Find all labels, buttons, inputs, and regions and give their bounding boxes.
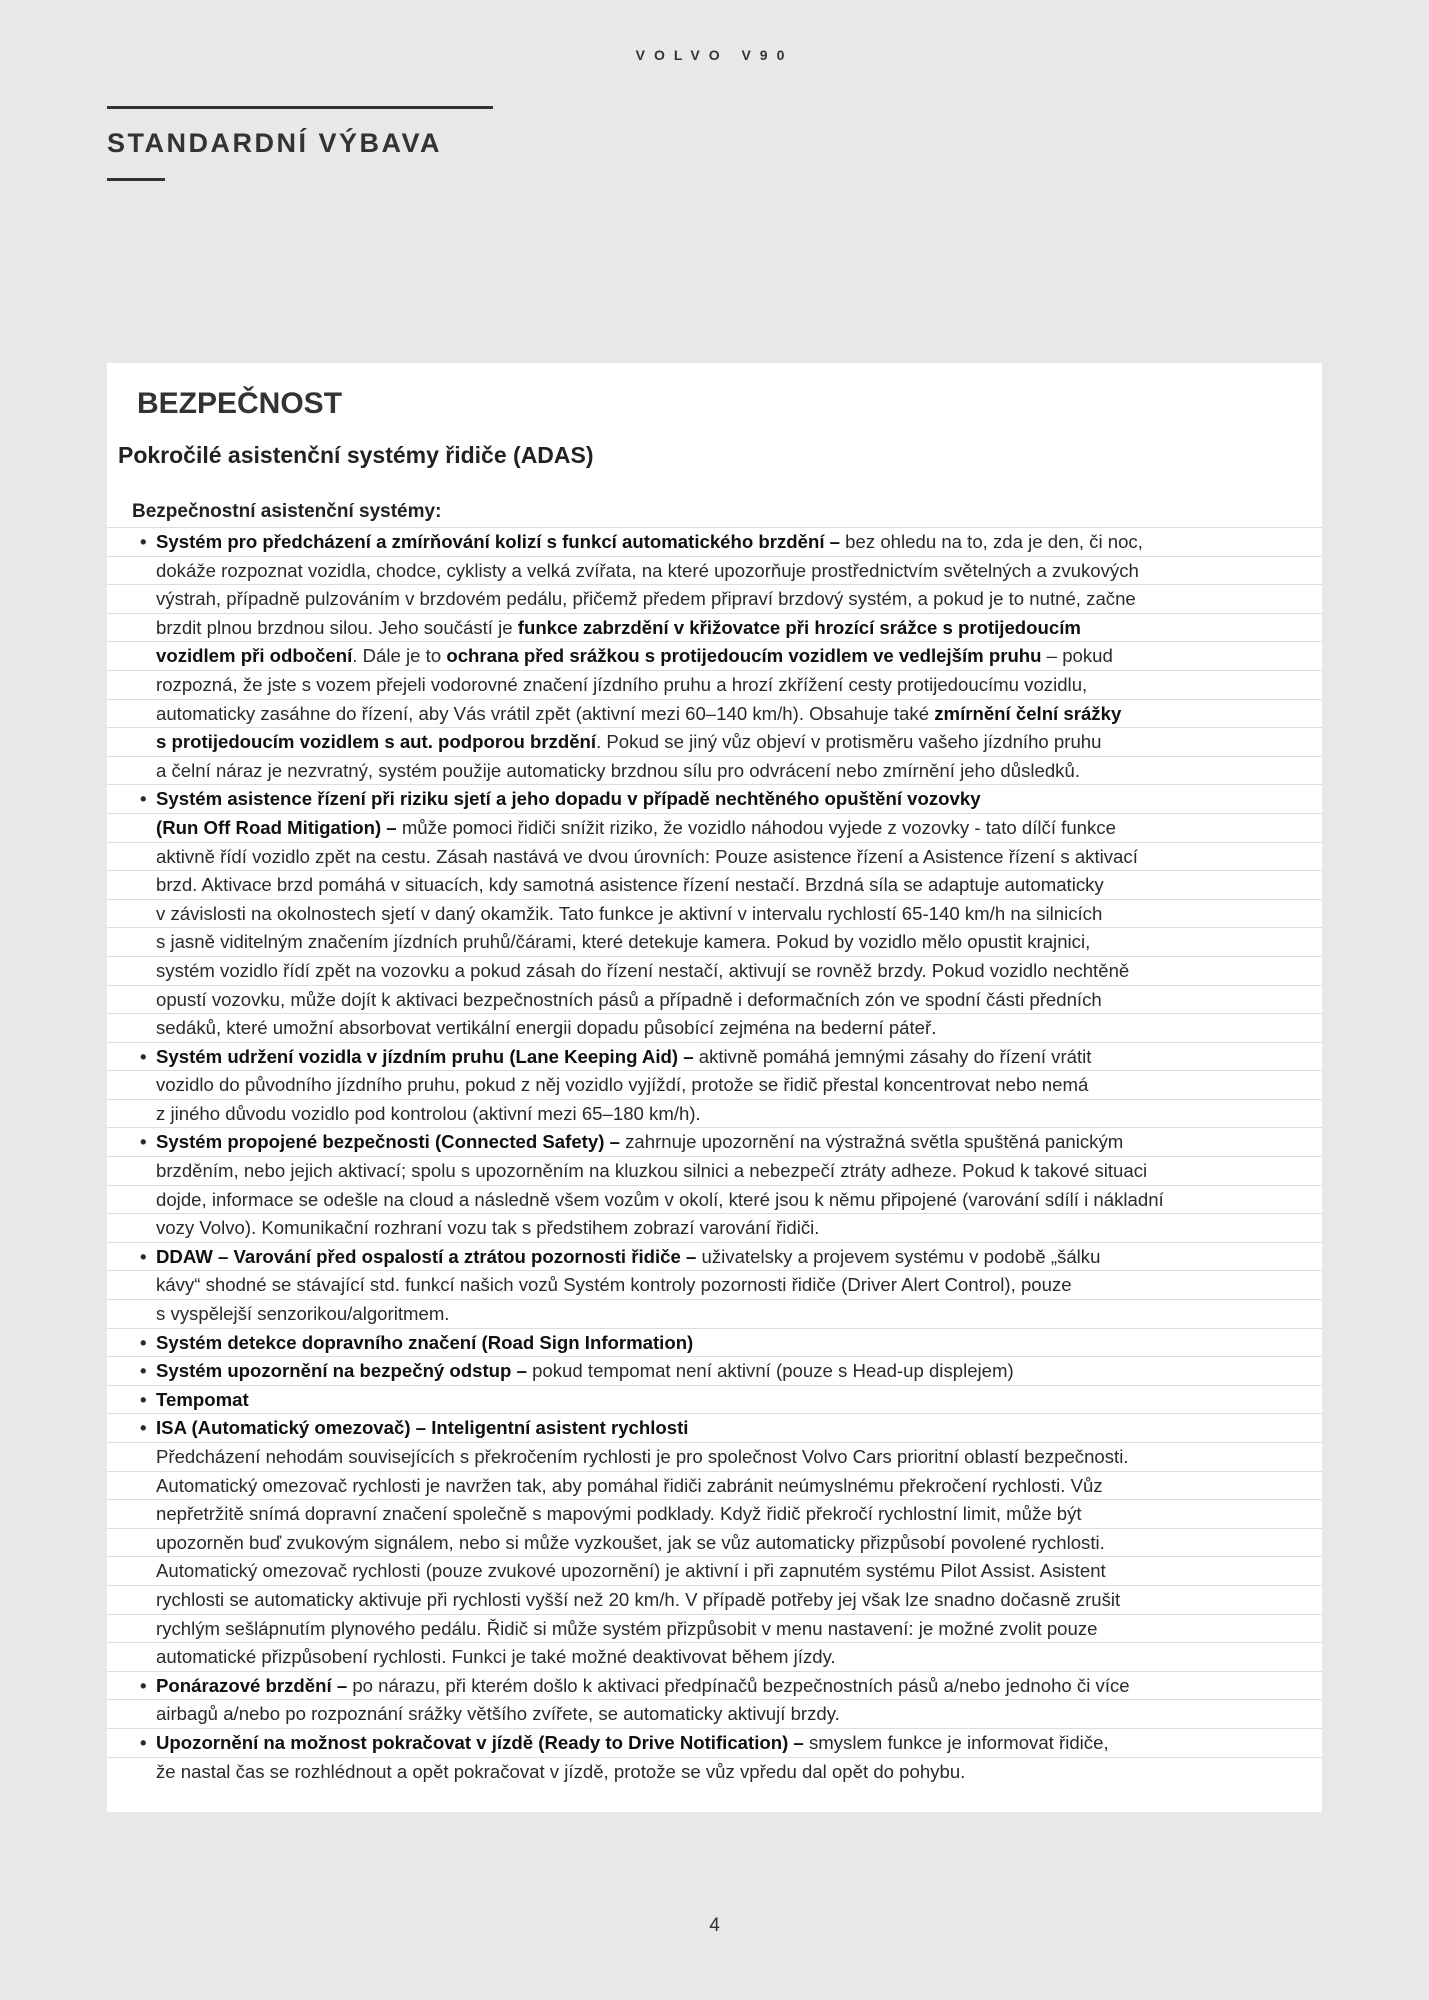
feature-description: s jasně viditelným značením jízdních pruhů/čárami, které detekuje kamera. Pokud by vozidlo mělo opustit krajnici, <box>156 931 1091 953</box>
feature-description: Předcházení nehodám souvisejících s překročením rychlosti je pro společnost Volvo Cars prioritní oblastí bezpečnosti. <box>156 1446 1129 1467</box>
list-item-line <box>107 1070 1322 1099</box>
feature-description: pokud tempomat není aktivní (pouze s Head-up displejem) <box>526 1360 1014 1382</box>
feature-description: . Pokud se jiný vůz objeví v protisměru vašeho jízdního pruhu <box>596 731 1102 753</box>
section-title: BEZPEČNOST <box>137 387 343 420</box>
feature-name: vozidlem při odbočení <box>156 645 353 667</box>
feature-description: rychlým sešlápnutím plynového pedálu. Řidič si může systém přizpůsobit v menu nastavení: je možné zvolit pouze <box>156 1617 1098 1639</box>
feature-name: Upozornění na možnost pokračovat v jízdě (Ready to Drive Notification) – <box>156 1731 804 1753</box>
feature-name: Systém propojené bezpečnosti (Connected Safety) – <box>156 1131 620 1153</box>
feature-description: z jiného důvodu vozidlo pod kontrolou (aktivní mezi 65–180 km/h). <box>156 1102 701 1124</box>
list-item-line <box>107 1528 1322 1557</box>
feature-description: může pomoci řidiči snížit riziko, že vozidlo náhodou vyjede z vozovky - tato dílčí funkce <box>396 816 1116 838</box>
feature-description: že nastal čas se rozhlédnout a opět pokračovat v jízdě, protože se vůz vpředu dal opět do pohybu. <box>156 1760 966 1782</box>
feature-description: smyslem funkce je informovat řidiče, <box>803 1731 1109 1753</box>
bullet-icon: • <box>140 1245 147 1267</box>
bullet-icon: • <box>140 1360 147 1382</box>
list-item-line <box>107 870 1322 899</box>
group-title: Bezpečnostní asistenční systémy: <box>132 501 442 522</box>
feature-description: rychlosti se automaticky aktivuje při rychlosti vyšší než 20 km/h. V případě potřeby jej však lze snadno dočasně zrušit <box>156 1588 1121 1610</box>
list-item-line <box>107 1356 1322 1385</box>
feature-description: automatické přizpůsobení rychlosti. Funkci je také možné deaktivovat během jízdy. <box>156 1646 836 1668</box>
list-item-line <box>107 641 1322 670</box>
list-item-line <box>107 1042 1322 1071</box>
feature-description: kávy“ shodné se stávající std. funkcí našich vozů Systém kontroly pozornosti řidiče (Driver Alert Control), pouze <box>156 1274 1072 1296</box>
list-item-line <box>107 927 1322 956</box>
feature-description: v závislosti na okolnostech sjetí v daný okamžik. Tato funkce je aktivní v intervalu rychlostí 65-140 km/h na silnicích <box>156 902 1103 924</box>
list-item-line <box>107 1499 1322 1528</box>
list-item-line <box>107 1213 1322 1242</box>
feature-description: dojde, informace se odešle na cloud a následně všem vozům v okolí, které jsou k němu připojené (varování sdílí i nákladní <box>156 1188 1164 1210</box>
list-item-line <box>107 842 1322 871</box>
feature-description: – pokud <box>1041 645 1113 667</box>
feature-description: bez ohledu na to, zda je den, či noc, <box>840 531 1143 552</box>
feature-description: . Dále je to <box>352 645 447 667</box>
page-number: 4 <box>709 1915 720 1936</box>
list-item-line <box>107 1385 1322 1414</box>
feature-description: rozpozná, že jste s vozem přejeli vodorovné značení jízdního pruhu a hrozí zkřížení cesty protijedoucímu vozidlu, <box>156 673 1088 695</box>
bullet-icon: • <box>140 531 147 552</box>
list-item-line <box>107 1442 1322 1471</box>
feature-description: Automatický omezovač rychlosti je navržen tak, aby pomáhal řidiči zabránit neúmyslnému překročení rychlosti. Vůz <box>156 1474 1103 1496</box>
section-subtitle: Pokročilé asistenční systémy řidiče (ADAS) <box>118 442 594 468</box>
list-item-line <box>107 1328 1322 1357</box>
list-item-line <box>107 813 1322 842</box>
feature-name: Tempomat <box>156 1388 249 1410</box>
list-item-line <box>107 1413 1322 1442</box>
feature-description: uživatelsky a projevem systému v podobě „šálku <box>696 1245 1101 1267</box>
list-item-line <box>107 1270 1322 1299</box>
bullet-icon: • <box>140 1045 147 1067</box>
feature-description: vozidlo do původního jízdního pruhu, pokud z něj vozidlo vyjíždí, protože se řidič přestal koncentrovat nebo nemá <box>156 1074 1089 1096</box>
feature-description: systém vozidlo řídí zpět na vozovku a pokud zásah do řízení nestačí, aktivují se rovněž brzdy. Pokud vozidlo nechtěně <box>156 959 1130 981</box>
safety-section <box>107 363 1322 1812</box>
feature-name: Ponárazové brzdění – <box>156 1674 348 1696</box>
feature-description: brzděním, nebo jejich aktivací; spolu s upozorněním na kluzkou silnici a nebezpečí ztráty adheze. Pokud k takové situaci <box>156 1160 1148 1182</box>
list-item-line <box>107 1614 1322 1643</box>
feature-description: s vyspělejší senzorikou/algoritmem. <box>156 1303 450 1325</box>
feature-description: sedáků, které umožní absorbovat vertikální energii dopadu působící zejména na bederní páteř. <box>156 1017 937 1039</box>
list-item-line <box>107 1099 1322 1128</box>
divider <box>107 106 493 109</box>
feature-name: Systém udržení vozidla v jízdním pruhu (Lane Keeping Aid) – <box>156 1045 694 1067</box>
feature-description: a čelní náraz je nezvratný, systém použije automaticky brzdnou sílu pro odvrácení nebo zmírnění jeho důsledků. <box>156 759 1080 781</box>
list-item-line <box>107 1127 1322 1156</box>
list-item-line <box>107 556 1322 585</box>
feature-description: opustí vozovku, může dojít k aktivaci bezpečnostních pásů a případně i deformačních zón ve spodní části předních <box>156 988 1102 1010</box>
list-item-line <box>107 1699 1322 1728</box>
divider <box>107 178 165 181</box>
feature-name: DDAW – Varování před ospalostí a ztrátou pozornosti řidiče – <box>156 1245 697 1267</box>
feature-description: dokáže rozpoznat vozidla, chodce, cyklisty a velká zvířata, na které upozorňuje prostřednictvím světelných a zvukových <box>156 559 1139 581</box>
feature-name: s protijedoucím vozidlem s aut. podporou brzdění <box>156 731 597 753</box>
list-item-line <box>107 1242 1322 1271</box>
page-title: STANDARDNÍ VÝBAVA <box>107 128 443 158</box>
list-item-line <box>107 727 1322 756</box>
list-item-line <box>107 1013 1322 1042</box>
feature-description: automaticky zasáhne do řízení, aby Vás vrátil zpět (aktivní mezi 60–140 km/h). Obsahuje také <box>156 702 935 724</box>
list-item-line <box>107 584 1322 613</box>
list-item-line <box>107 1728 1322 1757</box>
list-item-line <box>107 613 1322 642</box>
list-item-line <box>107 1642 1322 1671</box>
list-item-line <box>107 1299 1322 1328</box>
feature-description: brzd. Aktivace brzd pomáhá v situacích, kdy samotná asistence řízení nestačí. Brzdná síla se adaptuje automaticky <box>156 874 1104 896</box>
feature-description: vozy Volvo). Komunikační rozhraní vozu tak s předstihem zobrazí varování řidiči. <box>156 1217 820 1239</box>
feature-name: Systém pro předcházení a zmírňování kolizí s funkcí automatického brzdění – <box>156 531 841 552</box>
feature-description: upozorněn buď zvukovým signálem, nebo si může vyzkoušet, jak se vůz automaticky přizpůsobí povolené rychlosti. <box>156 1531 1105 1553</box>
list-item-line <box>107 1757 1322 1786</box>
bullet-icon: • <box>140 1131 147 1153</box>
feature-name: funkce zabrzdění v křižovatce při hrozící srážce s protijedoucím <box>517 616 1081 638</box>
feature-description: po nárazu, při kterém došlo k aktivaci předpínačů bezpečnostních pásů a/nebo jednoho či více <box>347 1674 1130 1696</box>
bullet-icon: • <box>140 1417 147 1439</box>
bullet-icon: • <box>140 1388 147 1410</box>
list-item-line <box>107 956 1322 985</box>
bullet-icon: • <box>140 1674 147 1696</box>
list-item-line <box>107 756 1322 785</box>
feature-description: brzdit plnou brzdnou silou. Jeho součástí je <box>156 616 518 638</box>
list-item-line <box>107 985 1322 1014</box>
feature-description: aktivně řídí vozidlo zpět na cestu. Zásah nastává ve dvou úrovních: Pouze asistence řízení a Asistence řízení s aktivací <box>156 845 1138 867</box>
feature-description: nepřetržitě snímá dopravní značení společně s mapovými podklady. Když řidič překročí rychlostní limit, může být <box>156 1503 1082 1525</box>
feature-name: Systém upozornění na bezpečný odstup – <box>156 1360 527 1382</box>
list-item-line <box>107 1471 1322 1500</box>
brand-header: VOLVO V90 <box>635 47 794 63</box>
feature-name: Systém asistence řízení při riziku sjetí a jeho dopadu v případě nechtěného opuštění vozovky <box>156 788 981 810</box>
feature-name: Systém detekce dopravního značení (Road Sign Information) <box>156 1331 694 1353</box>
feature-description: aktivně pomáhá jemnými zásahy do řízení vrátit <box>693 1045 1092 1067</box>
list-item-line <box>107 527 1322 556</box>
list-item-line <box>107 699 1322 728</box>
bullet-icon: • <box>140 1731 147 1753</box>
list-item-line <box>107 1156 1322 1185</box>
feature-name: ochrana před srážkou s protijedoucím vozidlem ve vedlejším pruhu <box>446 645 1042 667</box>
feature-list <box>107 527 1322 1785</box>
feature-description: airbagů a/nebo po rozpoznání srážky většího zvířete, se automaticky aktivují brzdy. <box>156 1703 840 1725</box>
bullet-icon: • <box>140 1331 147 1353</box>
list-item-line <box>107 1671 1322 1700</box>
feature-description: zahrnuje upozornění na výstražná světla spuštěná panickým <box>619 1131 1124 1153</box>
list-item-line <box>107 899 1322 928</box>
list-item-line <box>107 1585 1322 1614</box>
feature-description: výstrah, případně pulzováním v brzdovém pedálu, přičemž předem připraví brzdový systém, a pokud je to nutné, začne <box>156 588 1136 610</box>
list-item-line <box>107 1185 1322 1214</box>
feature-name: ISA (Automatický omezovač) – Inteligentní asistent rychlosti <box>156 1417 689 1439</box>
feature-description: Automatický omezovač rychlosti (pouze zvukové upozornění) je aktivní i při zapnutém systému Pilot Assist. Asistent <box>156 1560 1106 1582</box>
list-item-line <box>107 1556 1322 1585</box>
list-item-line <box>107 670 1322 699</box>
feature-name: (Run Off Road Mitigation) – <box>156 816 397 838</box>
bullet-icon: • <box>140 788 147 810</box>
list-item-line <box>107 784 1322 813</box>
feature-name: zmírnění čelní srážky <box>934 702 1122 724</box>
